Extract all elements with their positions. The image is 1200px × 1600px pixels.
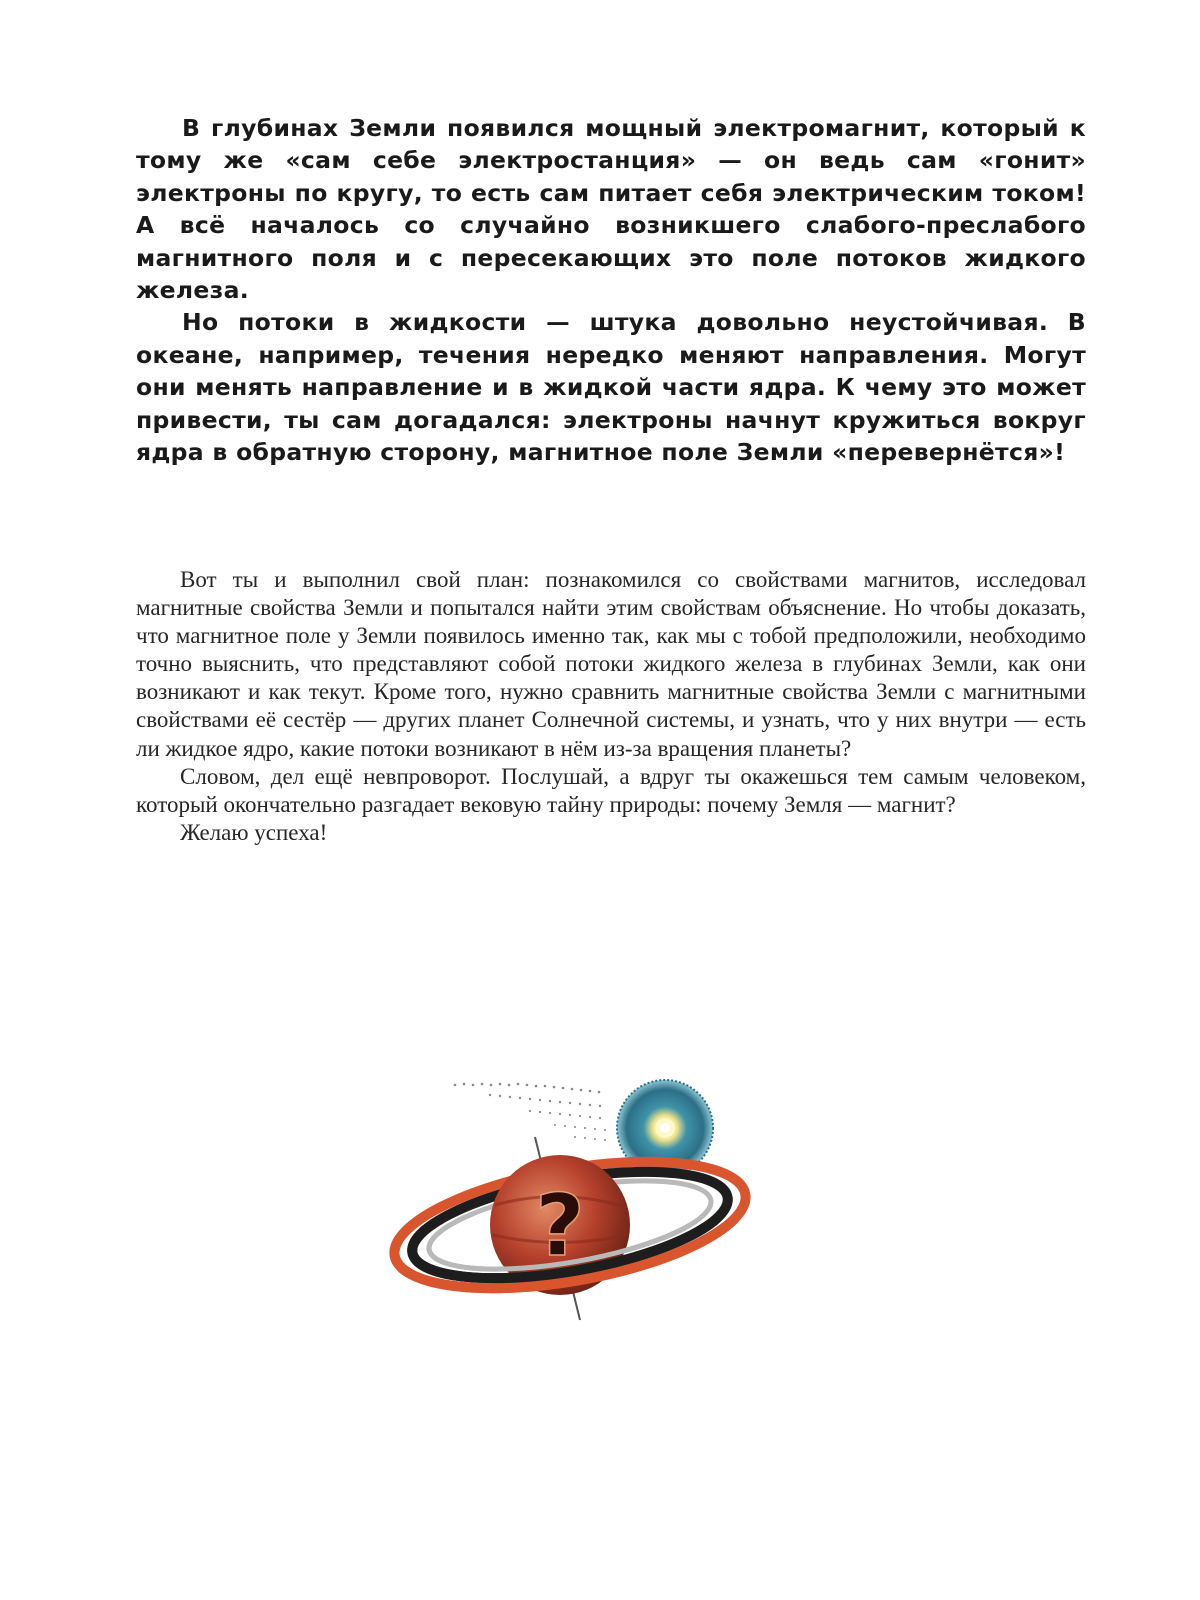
question-mark-icon: ? bbox=[535, 1176, 585, 1276]
paragraph-plan-done: Вот ты и выполнил свой план: познакомился со свойствами магнитов, исследовал магнитные свойства Земли и попытался найти этим свойствам объяснение. Но чтобы доказать, что магнитное поле у Земли появилось именно так, как мы с тобой предположили, необходимо точно выяснить, что представляют собой потоки жидкого железа в глубинах Земли, как они возникают и как текут. Кроме того, нужно сравнить магнитные свойства Земли с магнитными свойствами её сестёр — других планет Солнечной системы, и узнать, что у них внутри — есть ли жидкое ядро, какие потоки возникают в нём из-за вращения планеты? bbox=[136, 567, 1086, 761]
planet-illustration bbox=[380, 1075, 760, 1330]
dotted-trail-icon bbox=[454, 1083, 606, 1141]
conclusion-section bbox=[136, 566, 1086, 847]
paragraph-good-luck: Желаю успеха! bbox=[180, 819, 328, 845]
paragraph-flow-reversal: Но потоки в жидкости — штука довольно неустойчивая. В океане, например, течения нередко меняют направления. Могут они менять направление и в жидкой части ядра. К чему это может привести, ты сам догадался: электроны начнут кружиться вокруг ядра в обратную сторону, магнитное поле Земли «перевернётся»! bbox=[136, 308, 1086, 467]
paragraph-much-to-do: Словом, дел ещё невпроворот. Послушай, а вдруг ты окажешься тем самым человеком, который окончательно разгадает вековую тайну природы: почему Земля — магнит? bbox=[136, 763, 1086, 817]
paragraph-electromagnet: В глубинах Земли появился мощный электромагнит, который к тому же «сам себе электростанция» — он ведь сам «гонит» электроны по кругу, то есть сам питает себя электрическим током! А всё началось со случайно возникшего слабого-преслабого магнитного поля и с пересекающих это поле потоков жидкого железа. bbox=[136, 114, 1086, 305]
bold-text-section bbox=[136, 112, 1086, 468]
